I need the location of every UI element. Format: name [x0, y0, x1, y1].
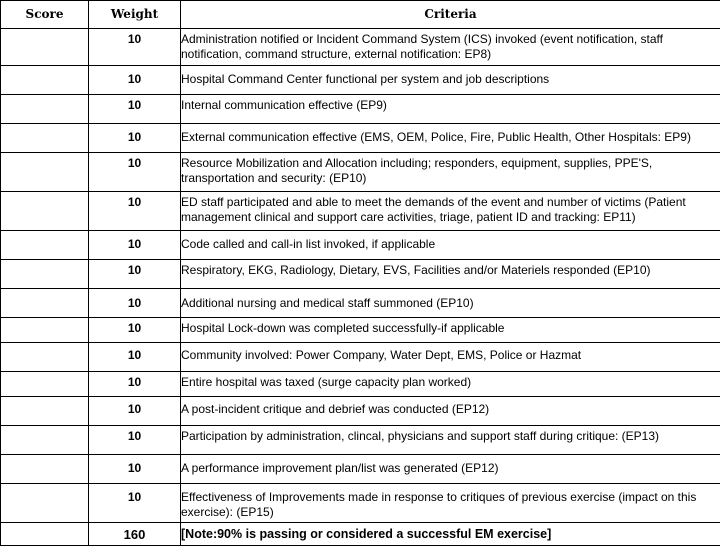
criteria-cell: Internal communication effective (EP9) [181, 95, 720, 124]
weight-cell: 10 [89, 343, 181, 372]
passing-note: [Note:90% is passing or considered a successful EM exercise] [181, 523, 720, 546]
score-cell[interactable] [1, 397, 89, 426]
score-header: Score [1, 1, 89, 29]
weight-header: Weight [89, 1, 181, 29]
weight-cell: 10 [89, 455, 181, 484]
criteria-cell: Community involved: Power Company, Water Dept, EMS, Police or Hazmat [181, 343, 720, 372]
weight-cell: 10 [89, 192, 181, 231]
criteria-cell: Hospital Lock-down was completed successfully-if applicable [181, 318, 720, 343]
score-cell[interactable] [1, 455, 89, 484]
weight-total: 160 [89, 523, 181, 546]
table-row [1, 455, 720, 484]
weight-cell: 10 [89, 231, 181, 260]
criteria-header: Criteria [181, 1, 720, 29]
weight-cell: 10 [89, 66, 181, 95]
score-cell[interactable] [1, 192, 89, 231]
weight-cell: 10 [89, 484, 181, 523]
score-cell[interactable] [1, 426, 89, 455]
table-row [1, 318, 720, 343]
table-row [1, 231, 720, 260]
criteria-cell: Administration notified or Incident Command System (ICS) invoked (event notification, staff notification, command structure, external notification: EP8) [181, 29, 720, 66]
score-cell[interactable] [1, 372, 89, 397]
score-cell[interactable] [1, 66, 89, 95]
total-row [1, 523, 720, 546]
score-cell[interactable] [1, 343, 89, 372]
table-row [1, 192, 720, 231]
weight-cell: 10 [89, 95, 181, 124]
table-row [1, 153, 720, 192]
score-cell[interactable] [1, 231, 89, 260]
score-cell[interactable] [1, 318, 89, 343]
weight-cell: 10 [89, 318, 181, 343]
table-row [1, 484, 720, 523]
table-row [1, 397, 720, 426]
weight-cell: 10 [89, 372, 181, 397]
table-row [1, 66, 720, 95]
criteria-cell: A post-incident critique and debrief was conducted (EP12) [181, 397, 720, 426]
score-cell[interactable] [1, 260, 89, 289]
criteria-cell: Hospital Command Center functional per system and job descriptions [181, 66, 720, 95]
table-row [1, 289, 720, 318]
criteria-cell: Participation by administration, clincal, physicians and support staff during critique: (EP13) [181, 426, 720, 455]
score-cell[interactable] [1, 124, 89, 153]
score-total-cell[interactable] [1, 523, 89, 546]
criteria-cell: Code called and call-in list invoked, if applicable [181, 231, 720, 260]
criteria-cell: Entire hospital was taxed (surge capacity plan worked) [181, 372, 720, 397]
table-row [1, 95, 720, 124]
weight-cell: 10 [89, 260, 181, 289]
table-row [1, 372, 720, 397]
score-cell[interactable] [1, 95, 89, 124]
criteria-cell: Resource Mobilization and Allocation including; responders, equipment, supplies, PPE'S, transportation and security: (EP10) [181, 153, 720, 192]
criteria-cell: ED staff participated and able to meet the demands of the event and number of victims (Patient management clinical and support care activities, triage, patient ID and tracking: EP11) [181, 192, 720, 231]
criteria-cell: Respiratory, EKG, Radiology, Dietary, EVS, Facilities and/or Materiels responded (EP10) [181, 260, 720, 289]
table-row [1, 343, 720, 372]
weight-cell: 10 [89, 426, 181, 455]
weight-cell: 10 [89, 289, 181, 318]
criteria-cell: External communication effective (EMS, OEM, Police, Fire, Public Health, Other Hospitals: EP9) [181, 124, 720, 153]
score-cell[interactable] [1, 289, 89, 318]
table-row [1, 260, 720, 289]
table-row [1, 124, 720, 153]
table-row [1, 426, 720, 455]
score-cell[interactable] [1, 29, 89, 66]
score-cell[interactable] [1, 484, 89, 523]
criteria-cell: Effectiveness of Improvements made in response to critiques of previous exercise (impact on this exercise): (EP15) [181, 484, 720, 523]
header-row [1, 1, 720, 29]
criteria-cell: A performance improvement plan/list was generated (EP12) [181, 455, 720, 484]
weight-cell: 10 [89, 153, 181, 192]
table-row [1, 29, 720, 66]
criteria-cell: Additional nursing and medical staff summoned (EP10) [181, 289, 720, 318]
weight-cell: 10 [89, 124, 181, 153]
weight-cell: 10 [89, 397, 181, 426]
score-cell[interactable] [1, 153, 89, 192]
weight-cell: 10 [89, 29, 181, 66]
